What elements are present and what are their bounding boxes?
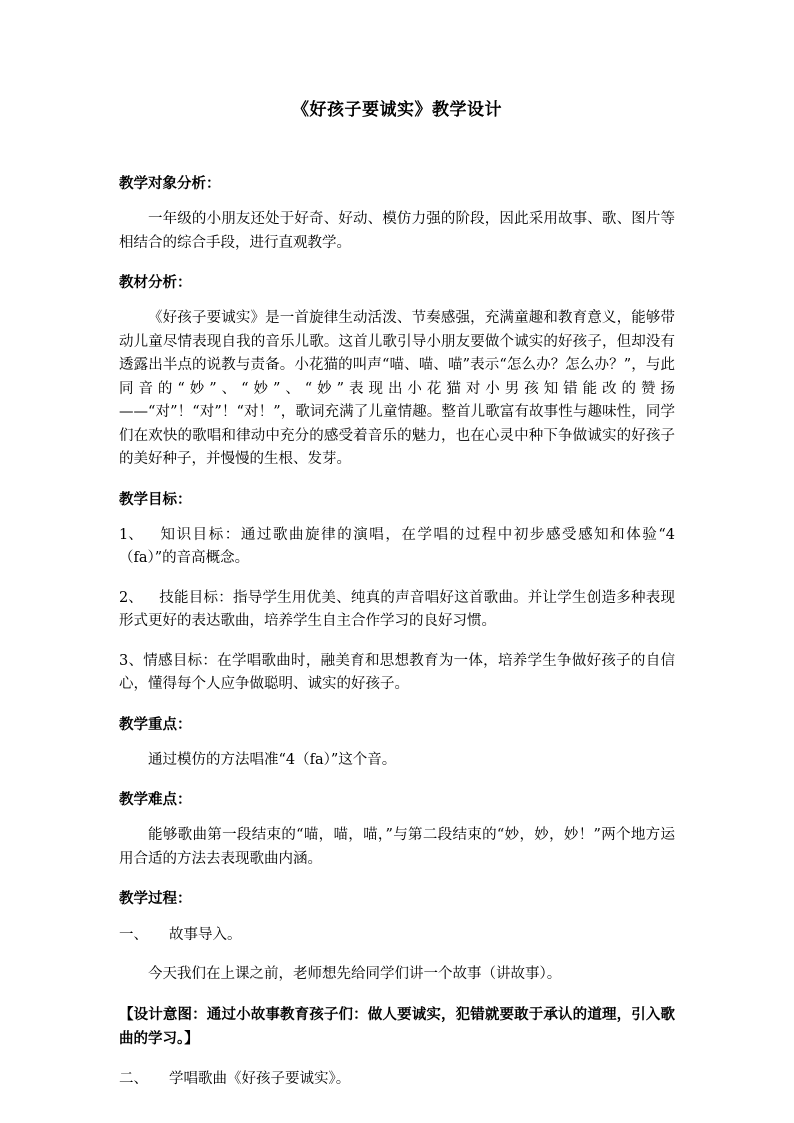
material-analysis-heading: 教材分析： — [119, 274, 192, 291]
goals-heading: 教学目标： — [119, 490, 192, 508]
goal-item-text: 知识目标：通过歌曲旋律的演唱，在学唱的过程中初步感受感知和体验“4（fa）”的音高概念。 — [119, 526, 675, 566]
document-page — [119, 96, 675, 1107]
process-step-1 — [119, 923, 675, 947]
document-title: 《好孩子要诚实》教学设计 — [292, 100, 502, 120]
process-step-number: 二、 — [119, 1070, 148, 1087]
goal-item-text: 技能目标：指导学生用优美、纯真的声音唱好这首歌曲。并让学生创造多种表现形式更好的表达歌曲，培养学生自主合作学习的良好习惯。 — [119, 589, 675, 629]
goal-item-number: 1、 — [119, 526, 143, 543]
difficulty-heading: 教学难点： — [119, 791, 192, 808]
process-step-1-detail: 今天我们在上课之前，老师想先给同学们讲一个故事（讲故事）。 — [148, 966, 562, 982]
difficulty-text: 能够歌曲第一段结束的“喵，喵，喵，”与第二段结束的“妙，妙，妙！”两个地方运用合适的方法去表现歌曲内涵。 — [119, 827, 675, 867]
goal-item-3 — [119, 650, 675, 697]
student-analysis-heading: 教学对象分析： — [119, 175, 221, 192]
key-point-heading: 教学重点： — [119, 715, 192, 733]
goal-item-1 — [119, 524, 675, 571]
process-step-label: 学唱歌曲《好孩子要诚实》。 — [169, 1070, 351, 1087]
key-point-text: 通过模仿的方法唱准“4（fa）”这个音。 — [148, 751, 397, 768]
process-step-label: 故事导入。 — [169, 927, 242, 943]
goal-item-number: 3、 — [119, 652, 144, 669]
student-analysis-text: 一年级的小朋友还处于好奇、好动、模仿力强的阶段，因此采用故事、歌、图片等相结合的综合手段，进行直观教学。 — [119, 211, 675, 251]
goal-item-number: 2、 — [119, 589, 143, 606]
process-heading: 教学过程： — [119, 890, 192, 907]
process-step-number: 一、 — [119, 927, 148, 943]
design-intent-note: 【设计意图：通过小故事教育孩子们：做人要诚实，犯错就要敢于承认的道理，引入歌曲的学习。】 — [119, 1005, 675, 1047]
goal-item-2 — [119, 587, 675, 634]
material-analysis-text: 《好孩子要诚实》是一首旋律生动活泼、节奏感强，充满童趣和教育意义，能够带动儿童尽情表现自我的音乐儿歌。这首儿歌引导小朋友要做个诚实的好孩子，但却没有透露出半点的说教与责备。小花猫的叫声“喵、喵、喵”表示“怎么办？怎么办？”，与此同音的“妙”、“妙”、“妙”表现出小花猫对小男孩知错能改的赞扬——“对”！“对”！“对！”，歌词充满了儿童情趣。整首儿歌富有故事性与趣味性，同学们在欢快的歌唱和律动中充分的感受着音乐的魅力，也在心灵中种下争做诚实的好孩子的美好种子，并慢慢的生根、发芽。 — [119, 310, 675, 467]
process-step-2 — [119, 1067, 675, 1091]
goal-item-text: 情感目标：在学唱歌曲时，融美育和思想教育为一体，培养学生争做好孩子的自信心，懂得每个人应争做聪明、诚实的好孩子。 — [119, 652, 675, 692]
